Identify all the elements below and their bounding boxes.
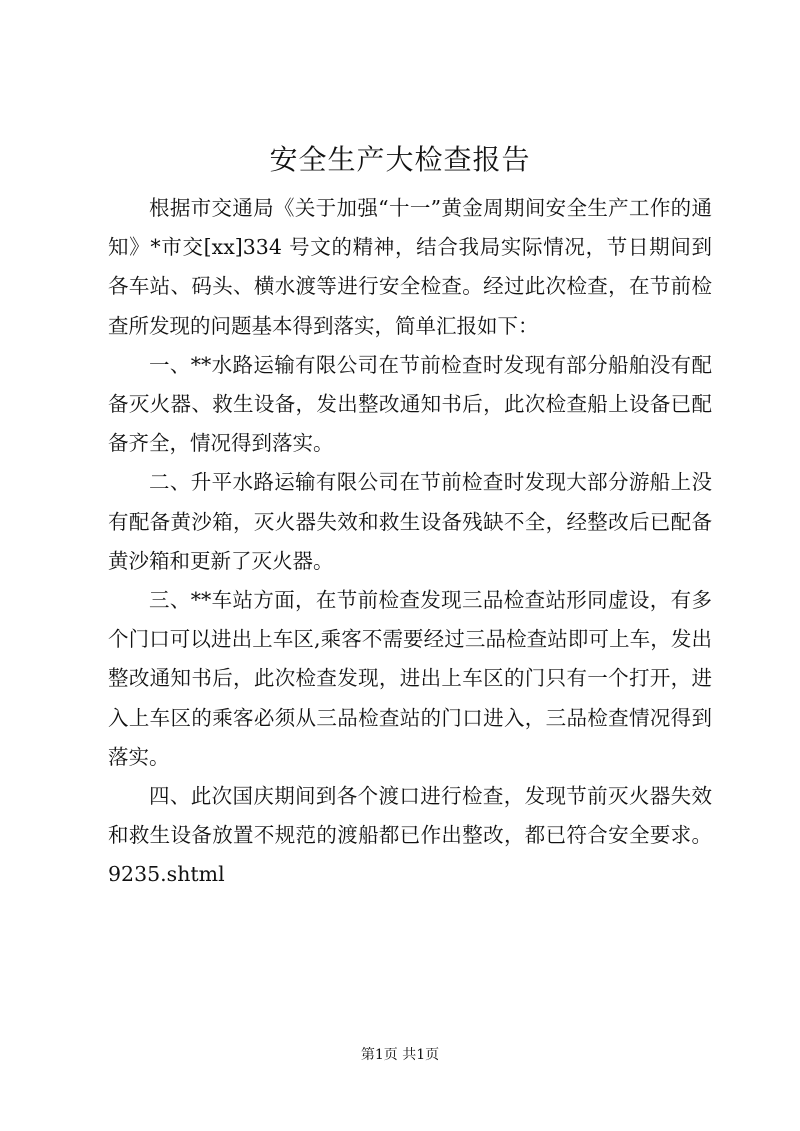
page-footer: 第1页 共1页: [360, 1047, 440, 1063]
document-body: [108, 189, 712, 895]
paragraph-intro: 根据市交通局《关于加强“十一”黄金周期间安全生产工作的通知》*市交[xx]334 号文的精神，结合我局实际情况，节日期间到各车站、码头、横水渡等进行安全检查。经过此次检查，在节前检查所发现的问题基本得到落实，简单汇报如下：: [108, 196, 712, 338]
paragraph-item-4: 四、此次国庆期间到各个渡口进行检查，发现节前灭火器失效和救生设备放置不规范的渡船都已作出整改，都已符合安全要求。9235.shtml: [108, 784, 712, 887]
paragraph-item-3: 三、**车站方面，在节前检查发现三品检查站形同虚设，有多个门口可以进出上车区,乘客不需要经过三品检查站即可上车，发出整改通知书后，此次检查发现，进出上车区的门只有一个打开，进入上车区的乘客必须从三品检查站的门口进入，三品检查情况得到落实。: [108, 588, 712, 769]
page-title: 安全生产大检查报告: [269, 143, 531, 176]
paragraph-item-2: 二、升平水路运输有限公司在节前检查时发现大部分游船上没有配备黄沙箱，灭火器失效和救生设备残缺不全，经整改后已配备黄沙箱和更新了灭火器。: [108, 470, 712, 573]
paragraph-item-1: 一、**水路运输有限公司在节前检查时发现有部分船舶没有配备灭火器、救生设备，发出整改通知书后，此次检查船上设备已配备齐全，情况得到落实。: [108, 352, 712, 456]
